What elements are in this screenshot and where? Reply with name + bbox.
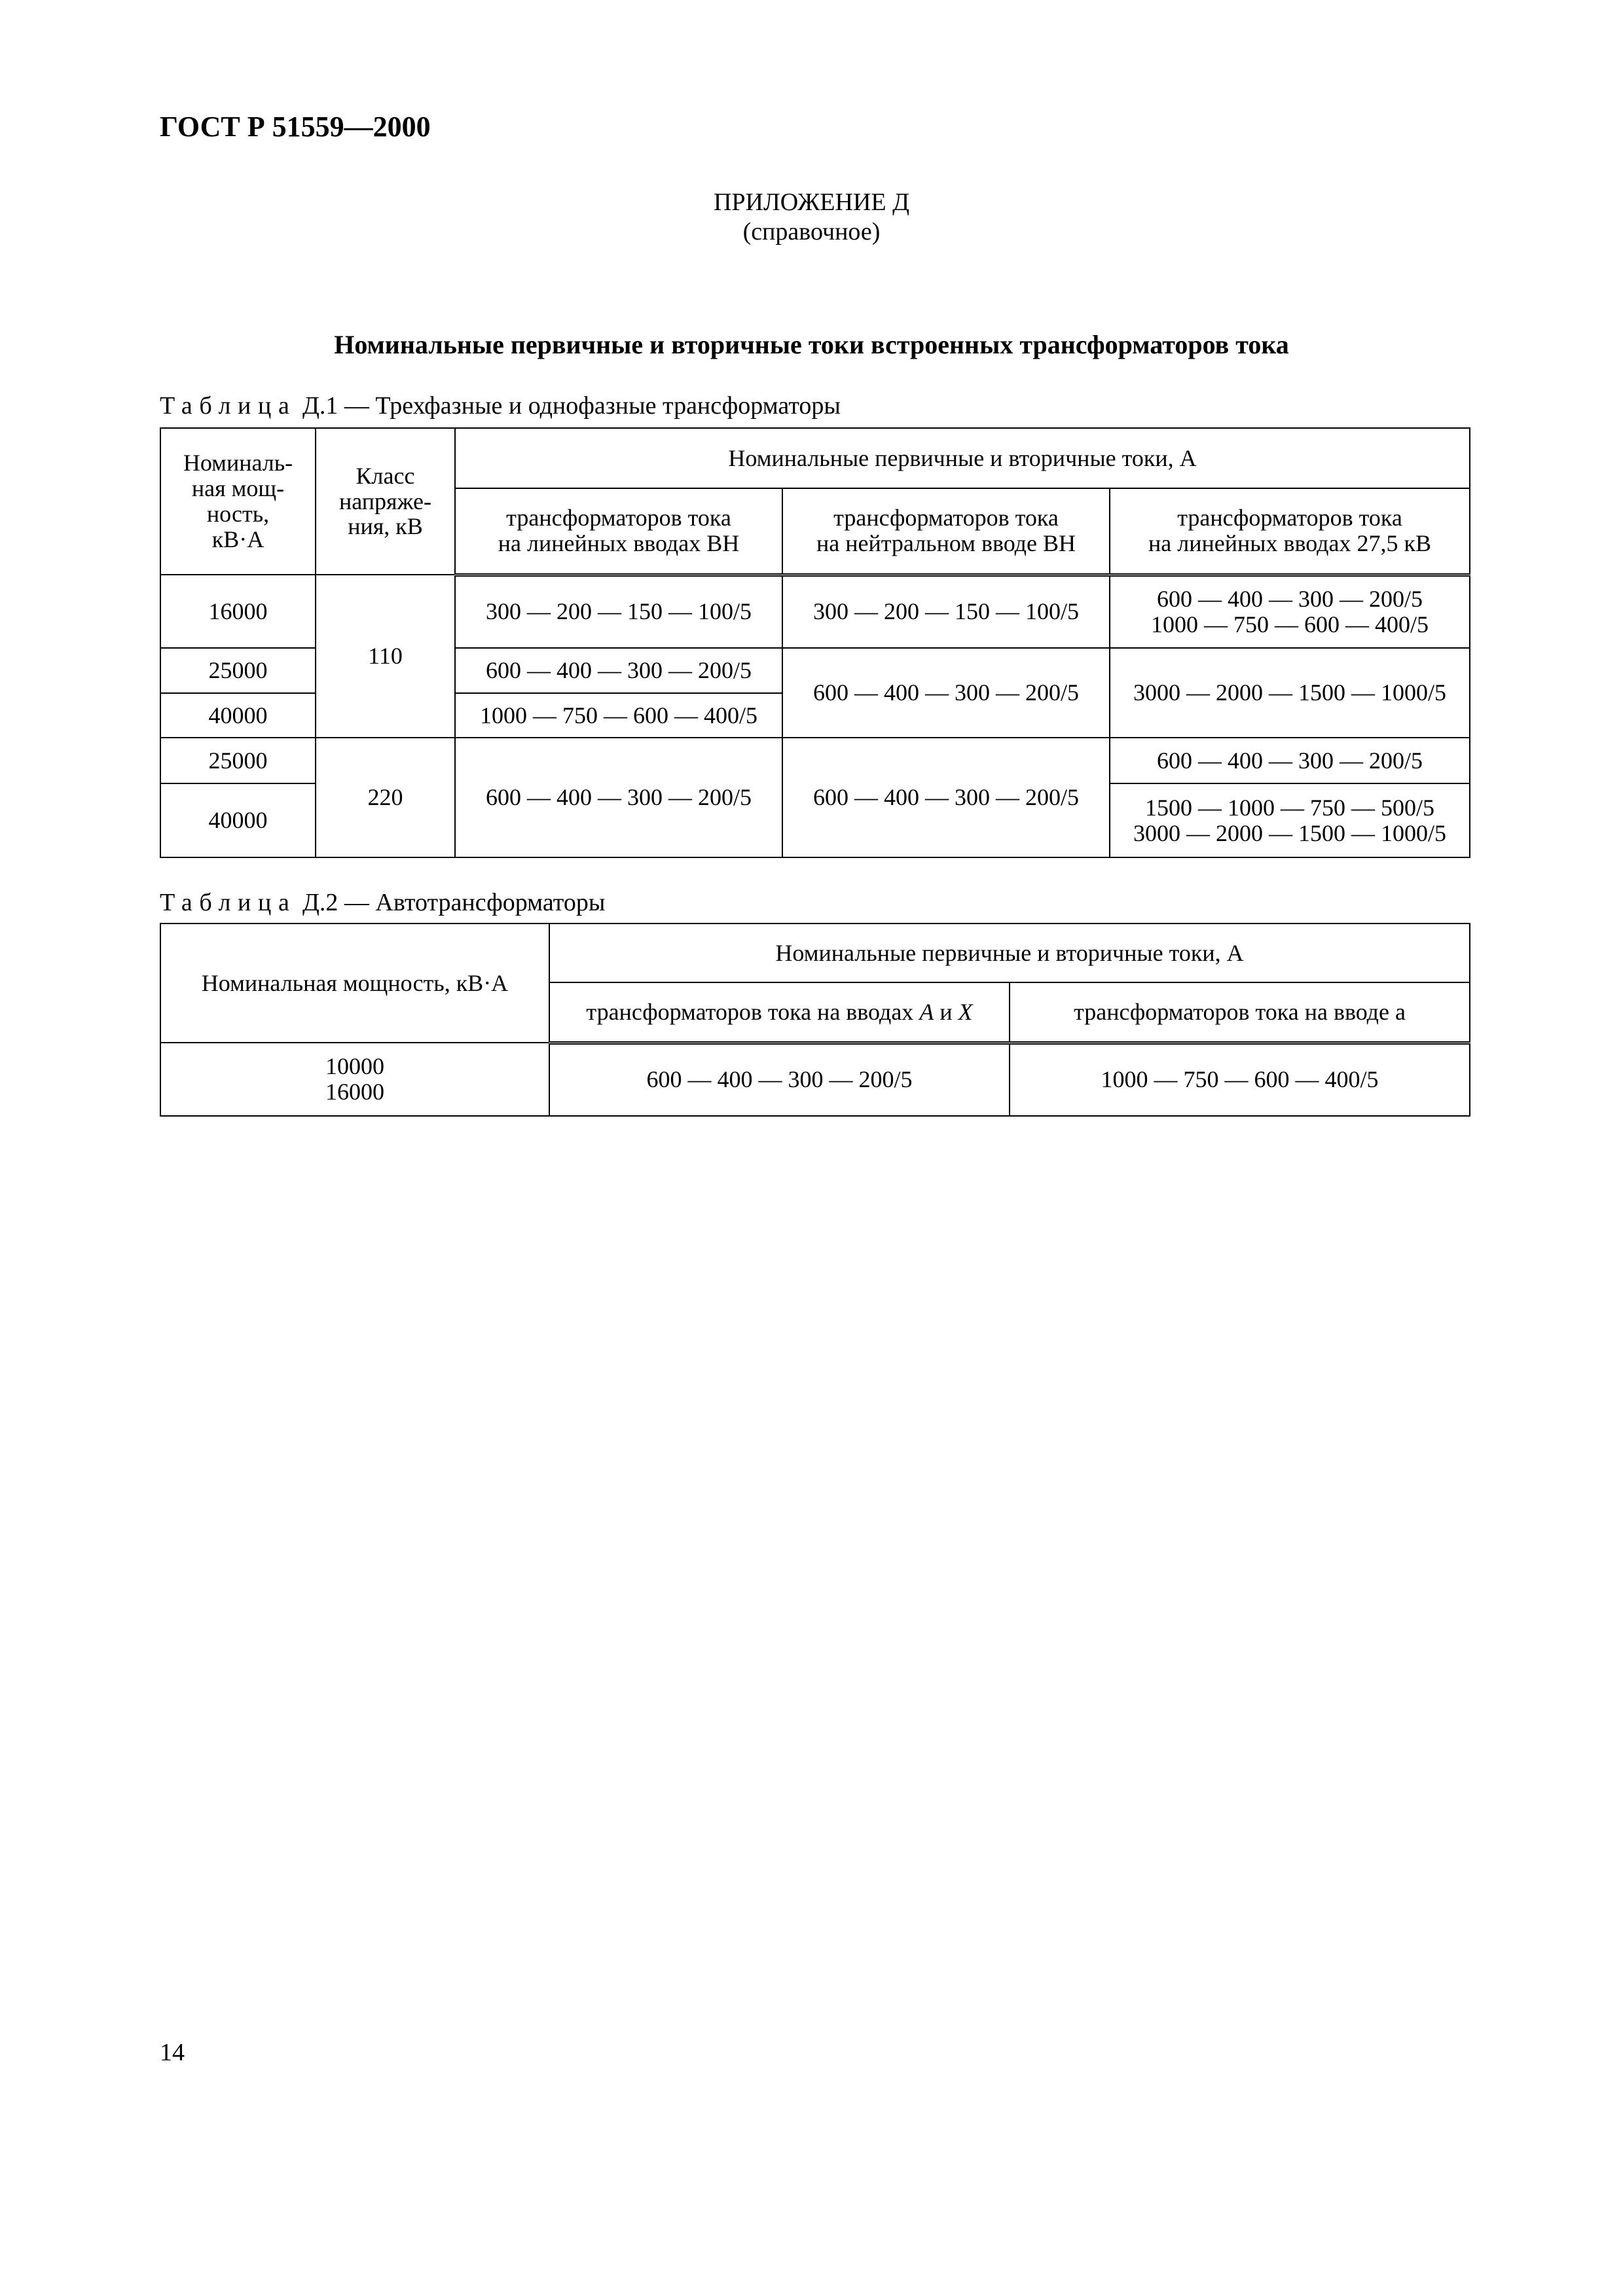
page-number: 14 <box>160 2039 185 2066</box>
t2-header-inputs-ax-prefix: трансформаторов тока на вводах <box>586 998 920 1025</box>
t2-header-currents: Номинальные первичные и вторичные токи, А <box>549 924 1470 982</box>
t1-row2-linear: 600 — 400 — 300 — 200/5 <box>455 648 782 693</box>
appendix-title: ПРИЛОЖЕНИЕ Д <box>713 188 910 216</box>
table1-caption <box>160 391 841 420</box>
t1-row45-linear: 600 — 400 — 300 — 200/5 <box>455 738 782 857</box>
t1-row4-27: 600 — 400 — 300 — 200/5 <box>1110 738 1470 783</box>
section-title: Номинальные первичные и вторичные токи встроенных трансформаторов тока <box>334 330 1289 359</box>
t2-header-inputs-ax <box>549 982 1010 1043</box>
t1-row1-27: 600 — 400 — 300 — 200/5 1000 — 750 — 600 — 400/5 <box>1110 575 1470 648</box>
t1-header-voltage: Класс напряже- ния, кВ <box>316 428 455 575</box>
table1-caption-text: Д.1 — Трехфазные и однофазные трансформаторы <box>296 392 841 420</box>
t2-header-input-a: трансформаторов тока на вводе а <box>1010 982 1470 1043</box>
t1-row3-power: 40000 <box>160 693 316 738</box>
t1-row5-27: 1500 — 1000 — 750 — 500/5 3000 — 2000 — 1500 — 1000/5 <box>1110 783 1470 857</box>
t2-header-inputs-ax-and: и <box>934 998 958 1025</box>
t2-row-a-value: 1000 — 750 — 600 — 400/5 <box>1010 1043 1470 1116</box>
t1-row3-linear: 1000 — 750 — 600 — 400/5 <box>455 693 782 738</box>
t1-header-power: Номиналь- ная мощ- ность, кВ·А <box>160 428 316 575</box>
t1-row1-linear: 300 — 200 — 150 — 100/5 <box>455 575 782 648</box>
t1-voltage-220: 220 <box>316 738 455 857</box>
t1-row4-power: 25000 <box>160 738 316 783</box>
t1-row23-27: 3000 — 2000 — 1500 — 1000/5 <box>1110 648 1470 738</box>
table2-caption-text: Д.2 — Автотрансформаторы <box>296 889 606 916</box>
document-code: ГОСТ Р 51559—2000 <box>160 111 431 143</box>
t1-voltage-110: 110 <box>316 575 455 738</box>
appendix-subtitle: (справочное) <box>742 218 881 245</box>
t1-header-linear-27: трансформаторов тока на линейных вводах 27,5 кВ <box>1110 488 1470 575</box>
table2-caption <box>160 888 605 917</box>
t2-header-power: Номинальная мощность, кВ·А <box>160 924 549 1043</box>
table-d2 <box>160 923 1470 1117</box>
table-d1 <box>160 427 1470 858</box>
t1-row5-power: 40000 <box>160 783 316 857</box>
t2-header-inputs-ax-a: A <box>919 998 934 1025</box>
t1-row2-power: 25000 <box>160 648 316 693</box>
t1-row23-neutral: 600 — 400 — 300 — 200/5 <box>782 648 1110 738</box>
t1-row1-neutral: 300 — 200 — 150 — 100/5 <box>782 575 1110 648</box>
t1-header-currents: Номинальные первичные и вторичные токи, А <box>455 428 1470 488</box>
t2-row-ax-value: 600 — 400 — 300 — 200/5 <box>549 1043 1010 1116</box>
t1-row1-power: 16000 <box>160 575 316 648</box>
t1-row45-neutral: 600 — 400 — 300 — 200/5 <box>782 738 1110 857</box>
table1-caption-word: Таблица <box>160 392 297 420</box>
table2-caption-word: Таблица <box>160 889 297 916</box>
t1-header-neutral-hv: трансформаторов тока на нейтральном вводе ВН <box>782 488 1110 575</box>
t2-row-power: 10000 16000 <box>160 1043 549 1116</box>
t2-header-inputs-ax-x: X <box>958 998 973 1025</box>
t1-header-linear-hv: трансформаторов тока на линейных вводах ВН <box>455 488 782 575</box>
